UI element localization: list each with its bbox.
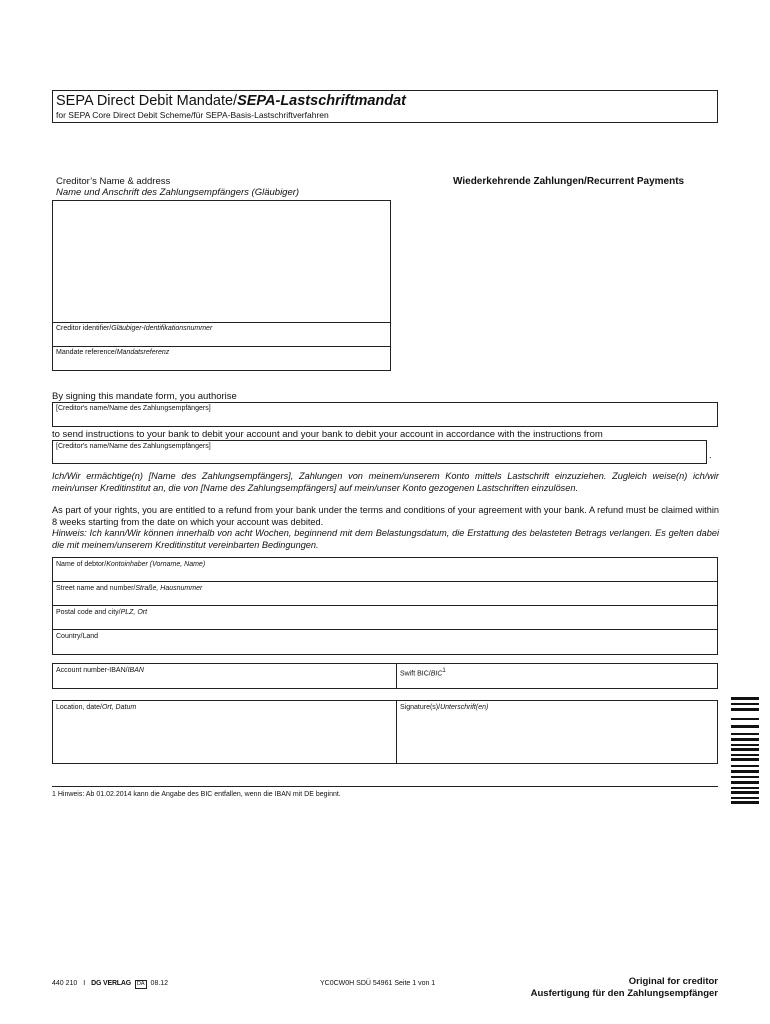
page-number: Seite 1 von 1 xyxy=(394,980,436,987)
creditor-name-field-2[interactable] xyxy=(52,440,707,464)
footnote: 1 Hinweis: Ab 01.02.2014 kann die Angabe des BIC entfallen, wenn die IBAN mit DE beginnt. xyxy=(52,791,341,798)
debtor-country-label: Country/Land xyxy=(56,633,99,640)
creditor-address-box[interactable] xyxy=(52,200,391,371)
creditor-name-field-2-label: [Creditor's name/Name des Zahlungsempfängers] xyxy=(56,443,211,450)
debtor-postal-input[interactable] xyxy=(53,606,717,629)
page-title-italic: SEPA-Lastschriftmandat xyxy=(237,93,407,109)
mandate-reference-label: Mandate reference/Mandatsreferenz xyxy=(56,349,170,356)
authorise-middle-text: to send instructions to your bank to debit your account and your bank to debit your account in accordance with the instructions from xyxy=(52,429,603,440)
location-date-label: Location, date/Ort, Datum xyxy=(56,704,137,711)
creditor-label-de: Name und Anschrift des Zahlungsempfängers (Gläubiger) xyxy=(56,187,300,198)
bic-label: Swift BIC/BIC$^1$ xyxy=(400,668,446,678)
authorise-period: . xyxy=(709,450,712,460)
creditor-name-field-1[interactable] xyxy=(52,402,718,427)
edition: 08.12 xyxy=(150,980,169,987)
copy-label-en: Original for creditor xyxy=(628,976,718,987)
debtor-country-input[interactable] xyxy=(53,630,717,654)
bic-field[interactable] xyxy=(396,663,718,689)
debtor-street-input[interactable] xyxy=(53,582,717,605)
signature-label: Signature(s)/Unterschrift(en) xyxy=(400,704,489,711)
authorise-intro: By signing this mandate form, you authorise xyxy=(52,391,237,402)
signature-field[interactable] xyxy=(396,700,718,764)
iban-field[interactable] xyxy=(52,663,397,689)
copy-label-de: Ausfertigung für den Zahlungsempfänger xyxy=(530,988,718,999)
iban-label: Account number-IBAN/IBAN xyxy=(56,667,144,674)
publisher-mark: DA xyxy=(136,981,145,987)
page-title-plain: SEPA Direct Debit Mandate/ xyxy=(56,93,238,109)
footer-center xyxy=(320,979,435,988)
page-title xyxy=(56,92,406,110)
footnote-divider xyxy=(52,786,718,787)
creditor-label: Creditor’s Name & address xyxy=(56,176,171,187)
debtor-street-label: Street name and number/Straße, Hausnummer xyxy=(56,585,203,592)
doc-code: YC0CW0H SDÜ 54961 xyxy=(320,980,393,987)
form-number: 440 210 xyxy=(52,980,78,987)
debtor-name-input[interactable] xyxy=(53,558,717,581)
german-authorisation-text: Ich/Wir ermächtige(n) [Name des Zahlungsempfängers], Zahlungen von meinem/unserem Konto mittels Lastschrift einzuziehen. Zugleich weise(n) ich/wir mein/unser Kreditinstitut an, die von [Name des Zahlungsempfängers] auf mein/unser Konto gezogenen Lastschriften einzulösen. xyxy=(52,471,719,493)
rights-text: As part of your rights, you are entitled to a refund from your bank under the terms and conditions of your agreement with your bank. A refund must be claimed within 8 weeks starting from the date on which your account was debited. xyxy=(52,505,719,527)
creditor-identifier-label: Creditor identifier/Gläubiger-Identifikationsnummer xyxy=(56,325,213,332)
hinweis-text: Hinweis: Ich kann/Wir können innerhalb von acht Wochen, beginnend mit dem Belastungsdatum, die Erstattung des belasteten Betrags verlangen. Es gelten dabei die mit meinem/unserem Kreditinstitut vereinbarten Bedingungen. xyxy=(52,528,719,550)
payment-type: Wiederkehrende Zahlungen/Recurrent Payments xyxy=(453,176,685,187)
debtor-box xyxy=(52,557,718,655)
page-subtitle: for SEPA Core Direct Debit Scheme/für SEPA-Basis-Lastschriftverfahren xyxy=(56,110,329,120)
title-box xyxy=(52,90,718,123)
location-date-field[interactable] xyxy=(52,700,397,764)
publisher-logo: DG VERLAG xyxy=(91,980,131,987)
creditor-name-field-1-label: [Creditor's name/Name des Zahlungsempfängers] xyxy=(56,405,211,412)
debtor-postal-label: Postal code and city/PLZ, Ort xyxy=(56,609,148,616)
footer-left xyxy=(52,979,168,989)
debtor-name-label: Name of debtor/Kontoinhaber (Vorname, Name) xyxy=(56,561,206,568)
footer-separator: I xyxy=(83,980,86,987)
